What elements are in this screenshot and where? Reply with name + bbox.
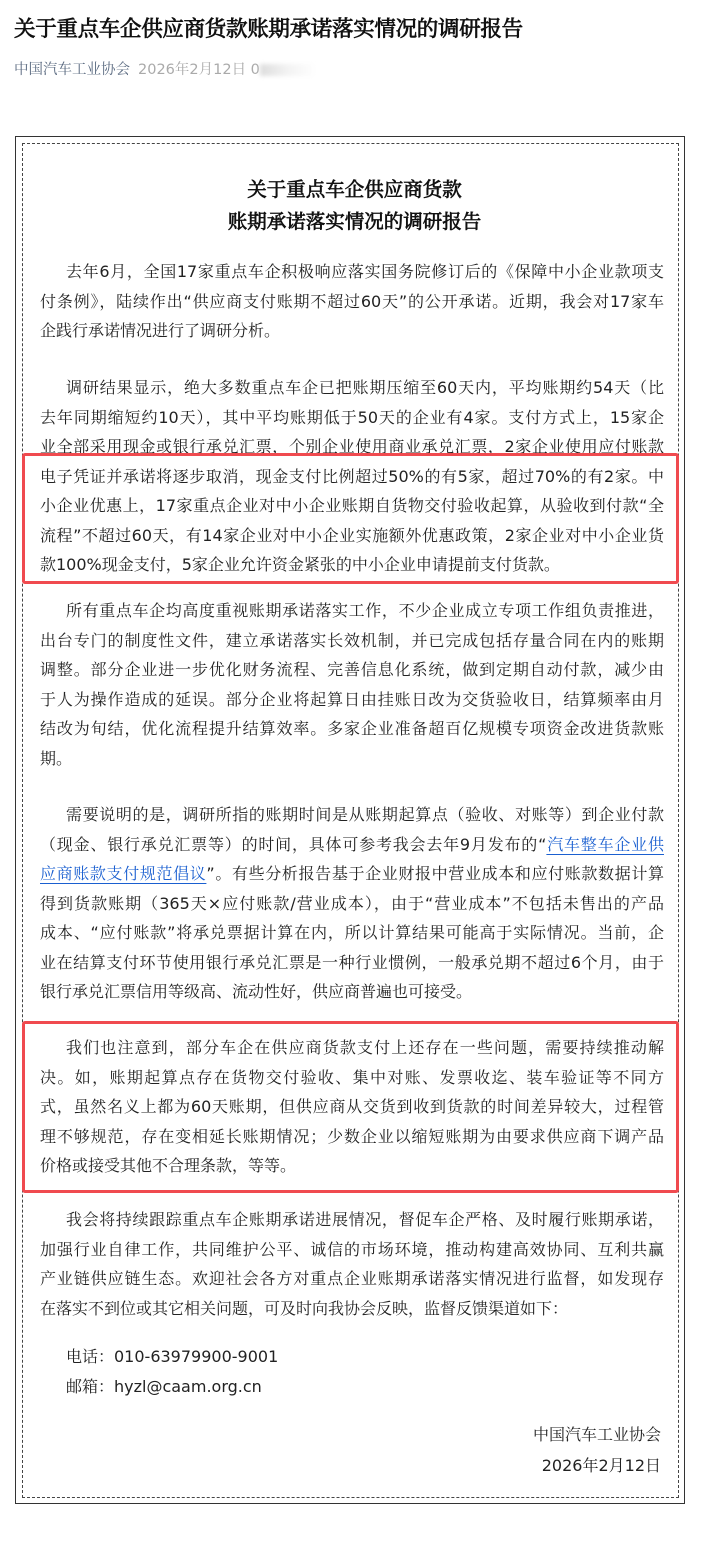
paragraph-line — [40, 1264, 664, 1294]
paragraph — [40, 1205, 664, 1323]
paragraph — [40, 373, 664, 580]
paragraph-line — [40, 432, 664, 462]
paragraph-line — [40, 1205, 664, 1235]
paragraph — [40, 1033, 664, 1181]
paragraph-line — [40, 373, 664, 403]
line-text: 式，虽然名义上都为60天账期，但供应商从交货到收到货款的时间差异较大，过程管 — [40, 1097, 664, 1116]
line-text: 付条例》，陆续作出“供应商支付账期不超过60天”的公开承诺。近期，我会对17家车 — [40, 291, 664, 311]
line-text: 于人为操作造成的延误。部分企业将起算日由挂账日改为交货验收日，结算频率由月 — [40, 689, 664, 709]
guideline-link[interactable]: 应商账款支付规范倡议 — [40, 864, 207, 883]
contact-block — [40, 1342, 664, 1401]
paragraph-line — [40, 1092, 664, 1122]
line-text: 所有重点车企均高度重视账期承诺落实工作，不少企业成立专项工作组负责推进， — [66, 601, 664, 620]
paragraph — [40, 257, 664, 346]
document-title-line-1: 关于重点车企供应商货款 — [247, 178, 462, 201]
paragraph-line — [40, 918, 664, 948]
paragraph-line — [40, 1033, 664, 1063]
paragraph-line — [40, 1235, 664, 1265]
line-text: 款100%现金支付，5家企业允许资金紧张的中小企业申请提前支付货款。 — [40, 555, 560, 574]
paragraph-line — [40, 287, 664, 317]
signature-date: 2026年2月12日 — [541, 1456, 661, 1475]
line-text: 需要说明的是，调研所指的账期时间是从账期起算点（验收、对账等）到企业付款 — [66, 805, 664, 824]
line-text: 价格或接受其他不合理条款，等等。 — [40, 1156, 297, 1175]
paragraph-line — [40, 462, 664, 492]
paragraph-line — [40, 491, 664, 521]
contact-email[interactable]: 邮箱：hyzl@caam.org.cn — [66, 1376, 262, 1396]
paragraph-line — [40, 316, 664, 346]
page-title: 关于重点车企供应商货款账期承诺落实情况的调研报告 — [14, 17, 523, 42]
line-text: 企践行承诺情况进行了调研分析。 — [40, 321, 281, 340]
paragraph-line — [40, 257, 664, 287]
publish-date: 2026年2月12日 0 — [138, 62, 260, 78]
paragraph-line — [40, 714, 664, 744]
line-text: ”。有些分析报告基于企业财报中营业成本和应付账款数据计算 — [206, 864, 664, 883]
paragraph-line — [40, 889, 664, 919]
paragraph-line — [40, 626, 664, 656]
source-link[interactable]: 中国汽车工业协会 — [14, 62, 130, 78]
line-text: 银行承兑汇票信用等级高、流动性好，供应商普遍也可接受。 — [40, 982, 473, 1001]
paragraph-line — [40, 830, 664, 860]
paragraph-line — [40, 744, 664, 774]
line-text: 得到货款账期（365天×应付账款/营业成本），由于“营业成本”不包括未售出的产品 — [40, 893, 664, 913]
line-text: 业在结算支付环节使用银行承兑汇票是一种行业惯例，一般承兑期不超过6个月，由于 — [40, 952, 664, 972]
contact-phone: 电话：010-63979900-9001 — [66, 1347, 279, 1366]
paragraph-line — [40, 521, 664, 551]
signature-org: 中国汽车工业协会 — [532, 1425, 661, 1444]
line-text: 去年同期缩短约10天），其中平均账期低于50天的企业有4家。支付方式上，15家企 — [40, 407, 664, 427]
paragraph-line — [40, 977, 664, 1007]
line-text: 我们也注意到，部分车企在供应商货款支付上还存在一些问题，需要持续推动解 — [66, 1038, 664, 1057]
line-text: 出台专门的制度性文件，建立承诺落实长效机制，并已完成包括存量合同在内的账期 — [40, 630, 664, 650]
line-text: 去年6月，全国17家重点车企积极响应落实国务院修订后的《保障中小企业款项支 — [66, 262, 664, 281]
paragraph-line — [40, 655, 664, 685]
line-text: 业全部采用现金或银行承兑汇票，个别企业使用商业承兑汇票，2家企业使用应付账款 — [40, 437, 664, 456]
paragraph-line — [40, 403, 664, 433]
line-text: 成本、“应付账款”将承兑票据计算在内，所以计算结果可能高于实际情况。当前，企 — [40, 923, 664, 942]
line-text: 理不够规范，存在变相延长账期情况；少数企业以缩短账期为由要求供应商下调产品 — [40, 1126, 664, 1146]
line-text: 产业链供应链生态。欢迎社会各方对重点企业账期承诺落实情况进行监督，如发现存 — [40, 1269, 664, 1288]
paragraph-line — [40, 1063, 664, 1093]
paragraph-line — [40, 1294, 664, 1324]
article-meta — [14, 58, 316, 79]
line-text: 期。 — [40, 748, 73, 768]
line-text: （现金、银行承兑汇票等）的时间，具体可参考我会去年9月发布的“ — [40, 834, 547, 854]
line-text: 结改为旬结，优化流程提升结算效率。多家企业准备超百亿规模专项资金改进货款账 — [40, 719, 664, 738]
paragraph-line — [40, 1122, 664, 1152]
line-text: 流程”不超过60天，有14家企业对中小企业实施额外优惠政策，2家企业对中小企业货 — [40, 525, 664, 545]
paragraph-line — [40, 948, 664, 978]
paragraph-line — [40, 859, 664, 889]
blurred-time — [260, 64, 316, 76]
line-text: 我会将持续跟踪重点车企账期承诺进展情况，督促车企严格、及时履行账期承诺， — [66, 1210, 664, 1229]
paragraph — [40, 596, 664, 773]
line-text: 调整。部分企业进一步优化财务流程、完善信息化系统，做到定期自动付款，减少由 — [40, 660, 664, 679]
line-text: 在落实不到位或其它相关问题，可及时向我协会反映，监督反馈渠道如下： — [40, 1298, 569, 1318]
line-text: 电子凭证并承诺将逐步取消，现金支付比例超过50%的有5家，超过70%的有2家。中 — [40, 466, 664, 486]
paragraph — [40, 800, 664, 1007]
line-text: 小企业优惠上，17家重点企业对中小企业账期自货物交付验收起算，从验收到付款“全 — [40, 496, 664, 515]
line-text: 调研结果显示，绝大多数重点车企已把账期压缩至60天内，平均账期约54天（比 — [66, 378, 664, 397]
line-text: 加强行业自律工作，共同维护公平、诚信的市场环境，推动构建高效协同、互利共赢 — [40, 1239, 664, 1259]
paragraph-line — [40, 685, 664, 715]
line-text: 决。如，账期起算点存在货物交付验收、集中对账、发票收迄、装车验证等不同方 — [40, 1067, 664, 1087]
guideline-link[interactable]: 汽车整车企业供 — [546, 834, 664, 854]
paragraph-line — [40, 596, 664, 626]
paragraph-line — [40, 550, 664, 580]
document-title-line-2: 账期承诺落实情况的调研报告 — [227, 210, 482, 233]
paragraph-line — [40, 800, 664, 830]
paragraph-line — [40, 1151, 664, 1181]
